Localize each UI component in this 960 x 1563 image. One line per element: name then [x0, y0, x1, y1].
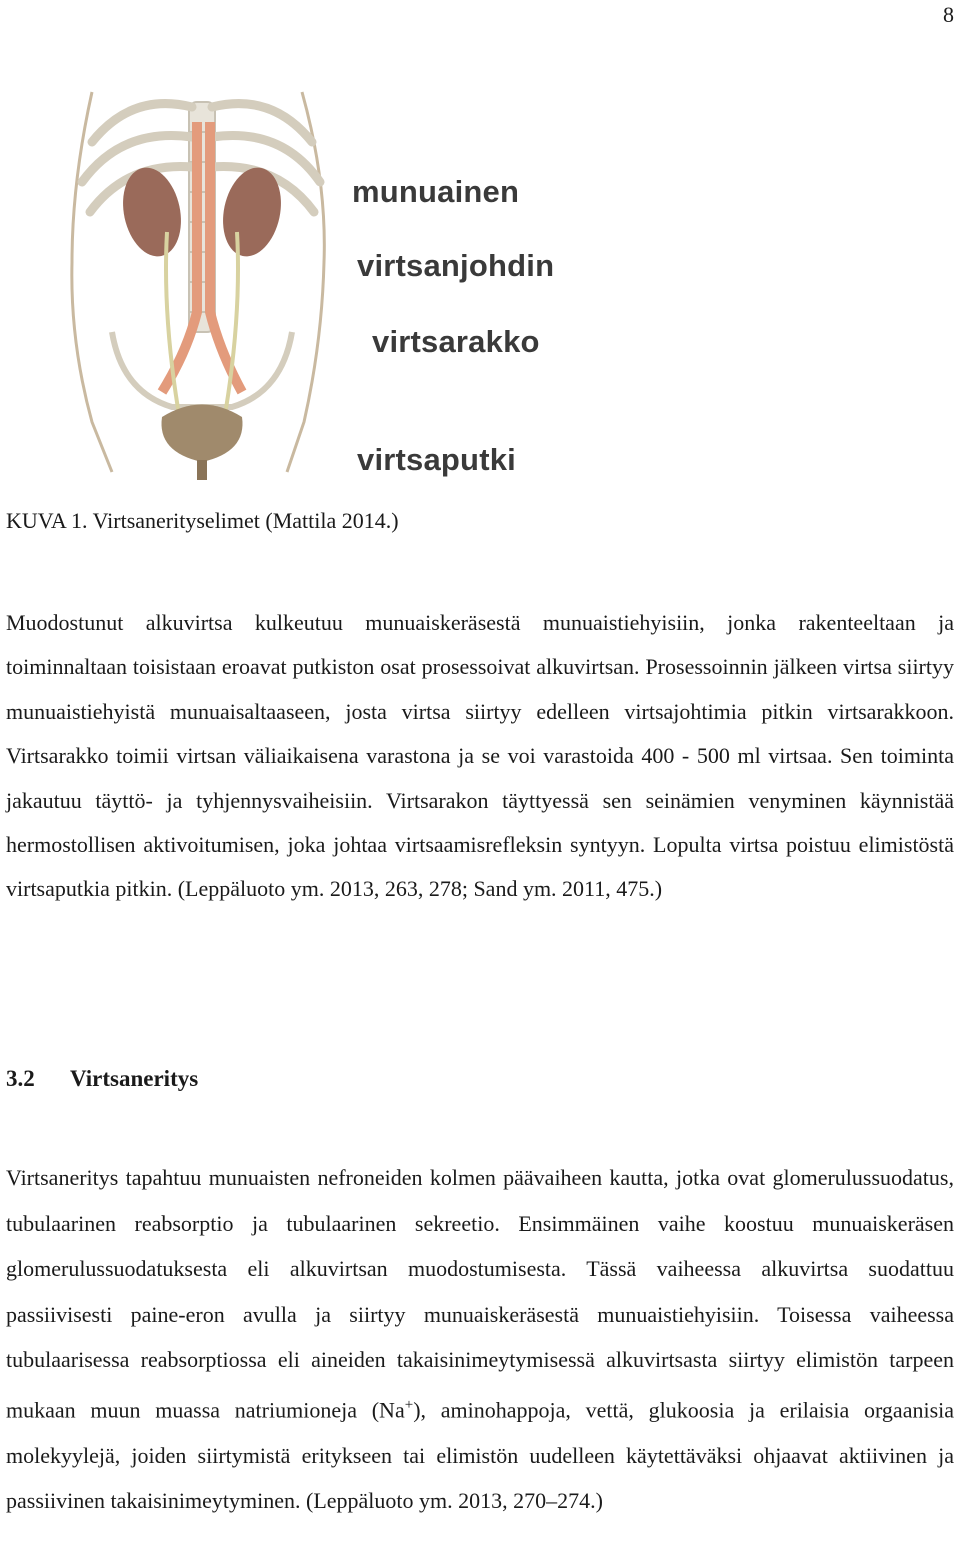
paragraph-1: Muodostunut alkuvirtsa kulkeutuu munuaiskeräsestä munuaistiehyisiin, jonka rakenteeltaan ja toiminnaltaan toisistaan eroavat putkiston osat prosessoivat alkuvirtsan. Prosessoinnin jälkeen virtsa siirtyy munuaistiehyistä munuaisaltaaseen, josta virtsa siirtyy edelleen virtsajohtimia pitkin virtsarakkoon. Virtsarakko toimii virtsan väliaikaisena varastona ja se voi varastoida 400 - 500 ml virtsaa. Sen toiminta jakautuu täyttö- ja tyhjennysvaiheisiin. Virtsarakon täyttyessä sen seinämien venyminen käynnistää hermostollisen aktivoitumisen, joka johtaa virtsaamisrefleksin syntyyn. Lopulta virtsa poistuu elimistöstä virtsaputkia pitkin. (Leppäluoto ym. 2013, 263, 278; Sand ym. 2011, 475.) [6, 610, 954, 902]
figure-caption: KUVA 1. Virtsanerityselimet (Mattila 2014.) [6, 508, 399, 533]
label-munuainen: munuainen [352, 174, 520, 209]
label-virtsarakko: virtsarakko [372, 324, 540, 359]
section-title: Virtsaneritys [70, 1066, 199, 1091]
paragraph-2 [6, 1155, 954, 1524]
page-number: 8 [943, 2, 954, 27]
paragraph-2-superscript: + [404, 1396, 414, 1413]
label-virtsanjohdin: virtsanjohdin [357, 248, 555, 283]
paragraph-2-text-b: ), aminohappoja, vettä, glukoosia ja erilaisia orgaanisia molekyylejä, joiden siirtymistä eritykseen tai elimistön uudelleen käytettäväksi ohjaavat aktiivinen ja passiivinen takaisinimeytyminen. (Leppäluoto ym. 2013, 270–274.) [6, 1397, 955, 1514]
urinary-system-illustration [52, 62, 352, 482]
urinary-system-figure [52, 62, 592, 482]
section-heading [6, 1066, 198, 1092]
label-virtsaputki: virtsaputki [357, 442, 516, 477]
paragraph-2-text-a: Virtsaneritys tapahtuu munuaisten nefroneiden kolmen päävaiheen kautta, jotka ovat glomerulussuodatus, tubulaarinen reabsorptio ja tubulaarinen sekreetio. Ensimmäinen vaihe koostuu munuaiskeräsen glomerulussuodatuksesta eli alkuvirtsan muodostumisesta. Tässä vaiheessa alkuvirtsa suodattuu passiivisesti paine-eron avulla ja siirtyy munuaiskeräsestä munuaistiehyisiin. Toisessa vaiheessa tubulaarisessa reabsorptiossa eli aineiden takaisinimeytymisessä alkuvirtsasta siirtyy elimistön tarpeen mukaan muun muassa natriumioneja (Na [6, 1165, 954, 1423]
section-number: 3.2 [6, 1066, 35, 1091]
